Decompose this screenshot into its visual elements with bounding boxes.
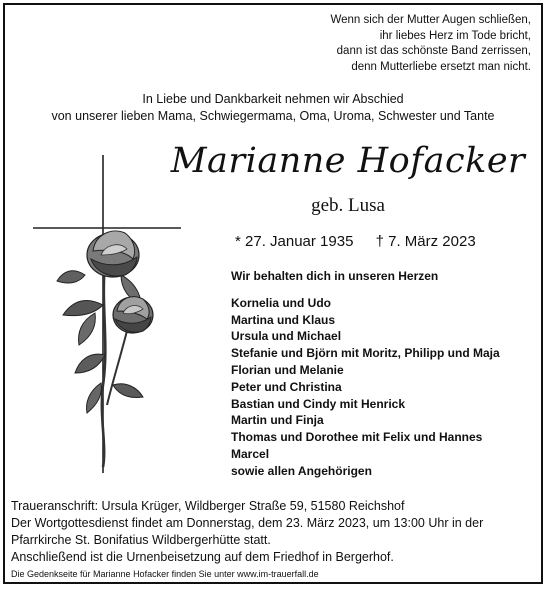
deceased-name: Marianne Hofacker bbox=[170, 141, 526, 181]
bereaved-list bbox=[231, 268, 500, 480]
service-info: Pfarrkirche St. Bonifatius Wildbergerhütte statt. bbox=[11, 533, 271, 547]
birth-name: geb. Lusa bbox=[311, 195, 385, 216]
bereaved-name: Stefanie und Björn mit Moritz, Philipp und Maja bbox=[231, 346, 500, 361]
bereaved-name: Peter und Christina bbox=[231, 379, 342, 394]
bereaved-name: Kornelia und Udo bbox=[231, 295, 331, 310]
poem-line: dann ist das schönste Band zerrissen, bbox=[336, 45, 531, 57]
intro-line: In Liebe und Dankbarkeit nehmen wir Abschied bbox=[142, 92, 404, 106]
cross-and-rose bbox=[33, 155, 193, 475]
mourning-address: Traueranschrift: Ursula Krüger, Wildberger Straße 59, 51580 Reichshof bbox=[11, 499, 405, 513]
life-dates bbox=[235, 233, 476, 250]
burial-info: Anschließend ist die Urnenbeisetzung auf dem Friedhof in Bergerhof. bbox=[11, 550, 394, 564]
bereaved-name: Florian und Melanie bbox=[231, 362, 344, 377]
intro-line: von unserer lieben Mama, Schwiegermama, Oma, Uroma, Schwester und Tante bbox=[51, 109, 495, 123]
bereaved-name: sowie allen Angehörigen bbox=[231, 463, 372, 478]
poem bbox=[330, 13, 531, 75]
intro-text bbox=[5, 91, 541, 125]
bereaved-name: Ursula und Michael bbox=[231, 329, 342, 344]
bereaved-name: Thomas und Dorothee mit Felix und Hannes bbox=[231, 430, 483, 445]
bereaved-name: Martin und Finja bbox=[231, 413, 324, 428]
bereaved-name: Martina und Klaus bbox=[231, 312, 336, 327]
rose-icon bbox=[57, 231, 153, 467]
birth-date: * 27. Januar 1935 bbox=[235, 233, 354, 250]
poem-line: ihr liebes Herz im Tode bricht, bbox=[379, 29, 531, 42]
poem-line: Wenn sich der Mutter Augen schließen, bbox=[330, 14, 531, 26]
footer-info bbox=[11, 498, 483, 581]
bereaved-name: Bastian und Cindy mit Henrick bbox=[231, 396, 406, 411]
death-date: † 7. März 2023 bbox=[375, 233, 476, 250]
service-info: Der Wortgottesdienst findet am Donnerstag, dem 23. März 2023, um 13:00 Uhr in der bbox=[11, 516, 484, 530]
memorial-page-note: Die Gedenkseite für Marianne Hofacker finden Sie unter www.im-trauerfall.de bbox=[11, 569, 319, 579]
cross-icon bbox=[33, 155, 181, 473]
bereaved-heading: Wir behalten dich in unseren Herzen bbox=[231, 269, 439, 283]
obituary-notice bbox=[3, 3, 543, 584]
poem-line: denn Mutterliebe ersetzt man nicht. bbox=[351, 60, 531, 73]
bereaved-name: Marcel bbox=[231, 446, 270, 461]
